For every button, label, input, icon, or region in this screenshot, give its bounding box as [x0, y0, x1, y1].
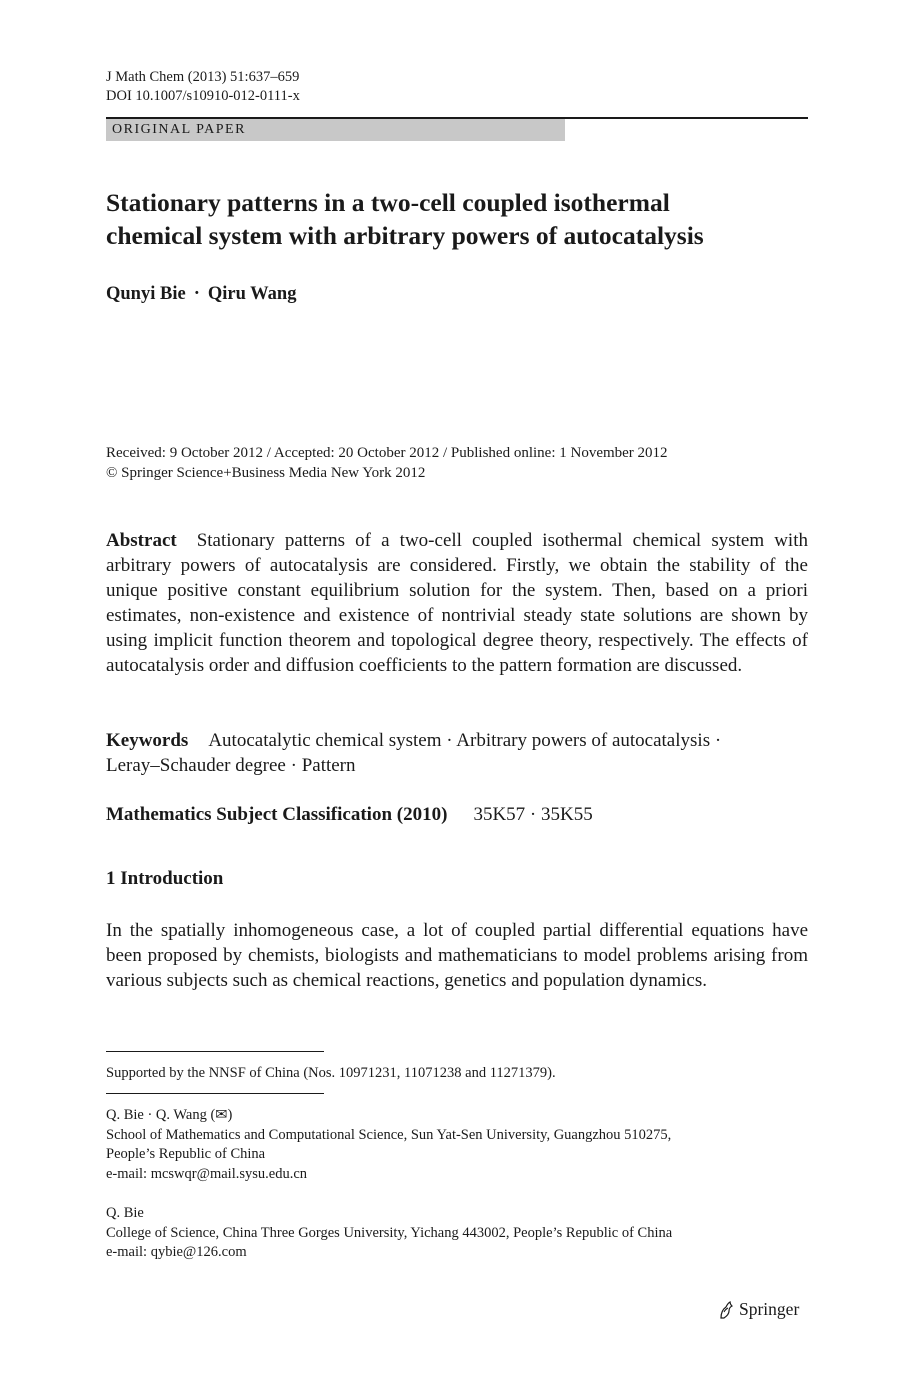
doi-line[interactable]: DOI 10.1007/s10910-012-0111-x	[106, 88, 300, 104]
title-line-2: chemical system with arbitrary powers of autocatalysis	[106, 221, 704, 250]
publisher-name: Springer	[739, 1299, 800, 1319]
affiliation-address: School of Mathematics and Computational Science, Sun Yat-Sen University, Guangzhou 510275,	[106, 1126, 672, 1143]
section-heading: 1 Introduction	[106, 868, 224, 889]
journal-citation	[106, 68, 300, 106]
author-name: Qunyi Bie	[106, 284, 186, 304]
abstract-text: Stationary patterns of a two-cell coupled isothermal chemical system with arbitrary powers of autocatalysis are considered. Firstly, we obtain the stability of the unique positive constant equilibrium solution for the system. Then, based on a priori estimates, non-existence and existence of nontrivial steady state solutions are shown by using implicit function theorem and topological degree theory, respectively. The effects of autocatalysis order and diffusion coefficients to the pattern formation are discussed.	[106, 530, 808, 676]
keywords	[106, 728, 808, 778]
affiliation-address: College of Science, China Three Gorges University, Yichang 443002, People’s Republic of China	[106, 1224, 673, 1241]
keywords-label: Keywords	[106, 730, 189, 751]
affiliation-email[interactable]: e-mail: qybie@126.com	[106, 1244, 247, 1260]
author-separator: ·	[193, 284, 200, 304]
abstract	[106, 528, 808, 678]
msc-codes: 35K57 · 35K55	[473, 804, 593, 825]
funding-footnote: Supported by the NNSF of China (Nos. 10971231, 11071238 and 11271379).	[106, 1065, 556, 1081]
title-line-1: Stationary patterns in a two-cell coupled isothermal	[106, 188, 670, 217]
article-type-banner: ORIGINAL PAPER	[106, 119, 565, 141]
footnote-rule	[106, 1093, 324, 1094]
msc-label: Mathematics Subject Classification (2010)	[106, 804, 448, 825]
publisher-logo	[718, 1299, 799, 1320]
affiliation-2	[106, 1204, 808, 1263]
affiliation-names: Q. Bie	[106, 1205, 144, 1221]
introduction-text: In the spatially inhomogeneous case, a lot of coupled partial differential equations have been proposed by chemists, biologists and mathematicians to model problems arising from various subjects such as chemical reactions, genetics and population dynamics.	[106, 920, 808, 991]
paper-title	[106, 186, 808, 252]
affiliation-email[interactable]: e-mail: mcswqr@mail.sysu.edu.cn	[106, 1165, 308, 1182]
affiliation-1	[106, 1106, 808, 1184]
copyright-line: © Springer Science+Business Media New York 2012	[106, 465, 426, 481]
subject-classification	[106, 802, 808, 827]
affiliation-names: Q. Bie · Q. Wang (✉)	[106, 1107, 233, 1123]
author-list	[106, 284, 296, 305]
footnote-rule	[106, 1051, 324, 1052]
abstract-label: Abstract	[106, 530, 177, 551]
journal-line: J Math Chem (2013) 51:637–659	[106, 69, 300, 85]
affiliation-address: People’s Republic of China	[106, 1146, 266, 1162]
keywords-line-2: Leray–Schauder degree · Pattern	[106, 755, 356, 776]
publication-dates	[106, 443, 668, 483]
author-name: Qiru Wang	[207, 284, 297, 304]
keywords-line-1: Autocatalytic chemical system · Arbitrary powers of autocatalysis ·	[208, 730, 722, 751]
received-line: Received: 9 October 2012 / Accepted: 20 October 2012 / Published online: 1 November 2012	[106, 445, 668, 461]
springer-horse-icon	[718, 1300, 734, 1320]
